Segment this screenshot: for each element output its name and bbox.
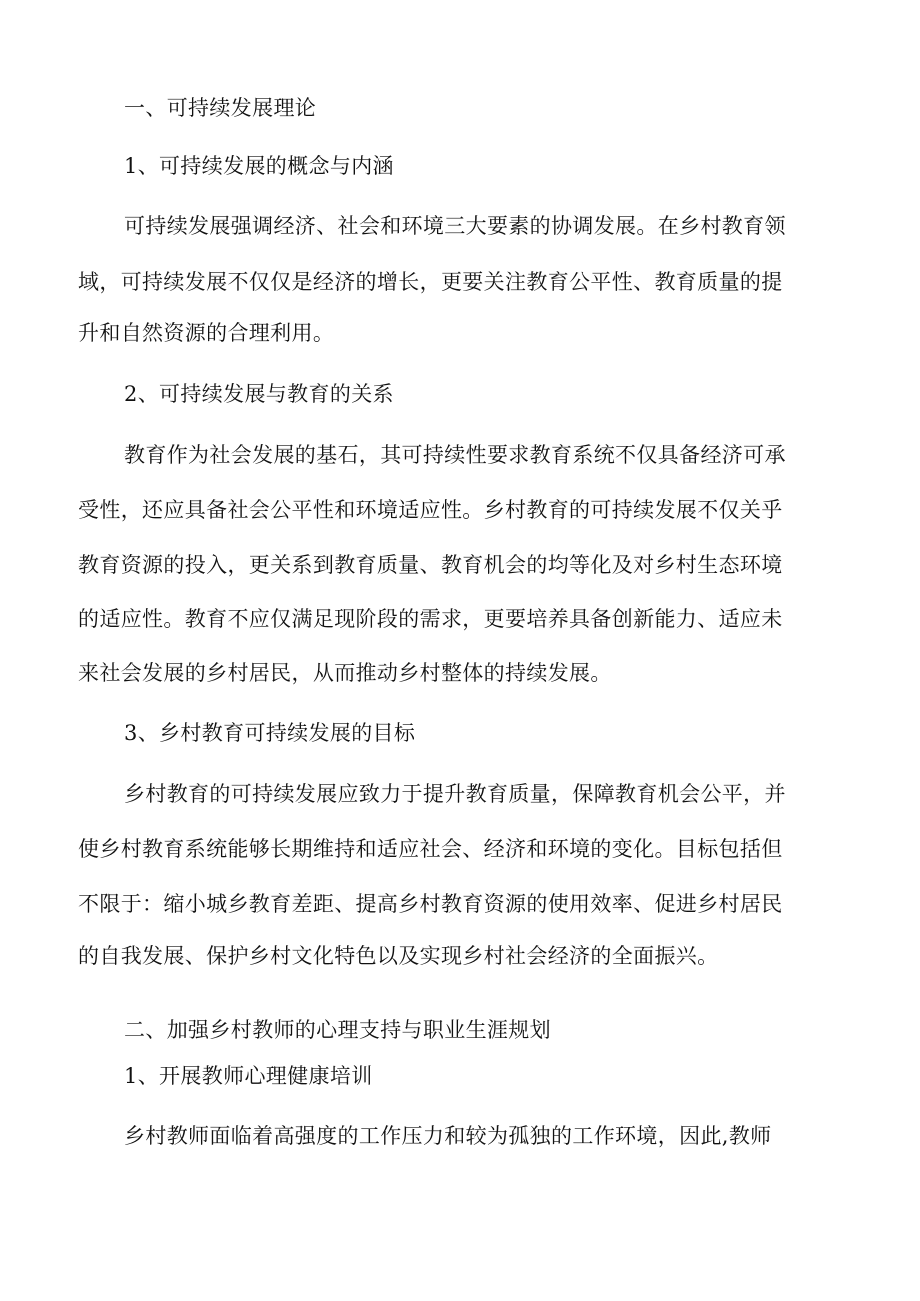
section-heading-2: 二、加强乡村教师的心理支持与职业生涯规划 (124, 1018, 551, 1042)
paragraph-3-line-2: 使乡村教育系统能够长期维持和适应社会、经济和环境的变化。目标包括但 (78, 837, 783, 861)
paragraph-2-line-3: 教育资源的投入，更关系到教育质量、教育机会的均等化及对乡村生态环境 (78, 553, 783, 577)
paragraph-3-line-3: 不限于：缩小城乡教育差距、提高乡村教育资源的使用效率、促进乡村居民 (78, 892, 783, 916)
paragraph-1-line-2: 域，可持续发展不仅仅是经济的增长，更要关注教育公平性、教育质量的提 (78, 270, 783, 294)
paragraph-3-line-1: 乡村教育的可持续发展应致力于提升教育质量，保障教育机会公平，并 (124, 782, 786, 806)
paragraph-1-line-3: 升和自然资源的合理利用。 (78, 321, 335, 345)
paragraph-2-line-1: 教育作为社会发展的基石，其可持续性要求教育系统不仅具备经济可承 (124, 443, 786, 467)
paragraph-4-line-1: 乡村教师面临着高强度的工作压力和较为孤独的工作环境，因此,教师 (124, 1124, 772, 1148)
paragraph-3-line-4: 的自我发展、保护乡村文化特色以及实现乡村社会经济的全面振兴。 (78, 944, 719, 968)
subsection-heading-1-1: 1、可持续发展的概念与内涵 (124, 154, 394, 178)
paragraph-2-line-5: 来社会发展的乡村居民，从而推动乡村整体的持续发展。 (78, 661, 612, 685)
paragraph-2-line-4: 的适应性。教育不应仅满足现阶段的需求，更要培养具备创新能力、适应未 (78, 607, 783, 631)
subsection-heading-1-2: 2、可持续发展与教育的关系 (124, 382, 394, 406)
paragraph-1-line-1: 可持续发展强调经济、社会和环境三大要素的协调发展。在乡村教育领 (124, 214, 786, 238)
section-heading-1: 一、可持续发展理论 (124, 96, 317, 120)
subsection-heading-2-1: 1、开展教师心理健康培训 (124, 1064, 373, 1088)
paragraph-2-line-2: 受性，还应具备社会公平性和环境适应性。乡村教育的可持续发展不仅关乎 (78, 498, 783, 522)
subsection-heading-1-3: 3、乡村教育可持续发展的目标 (124, 721, 416, 745)
